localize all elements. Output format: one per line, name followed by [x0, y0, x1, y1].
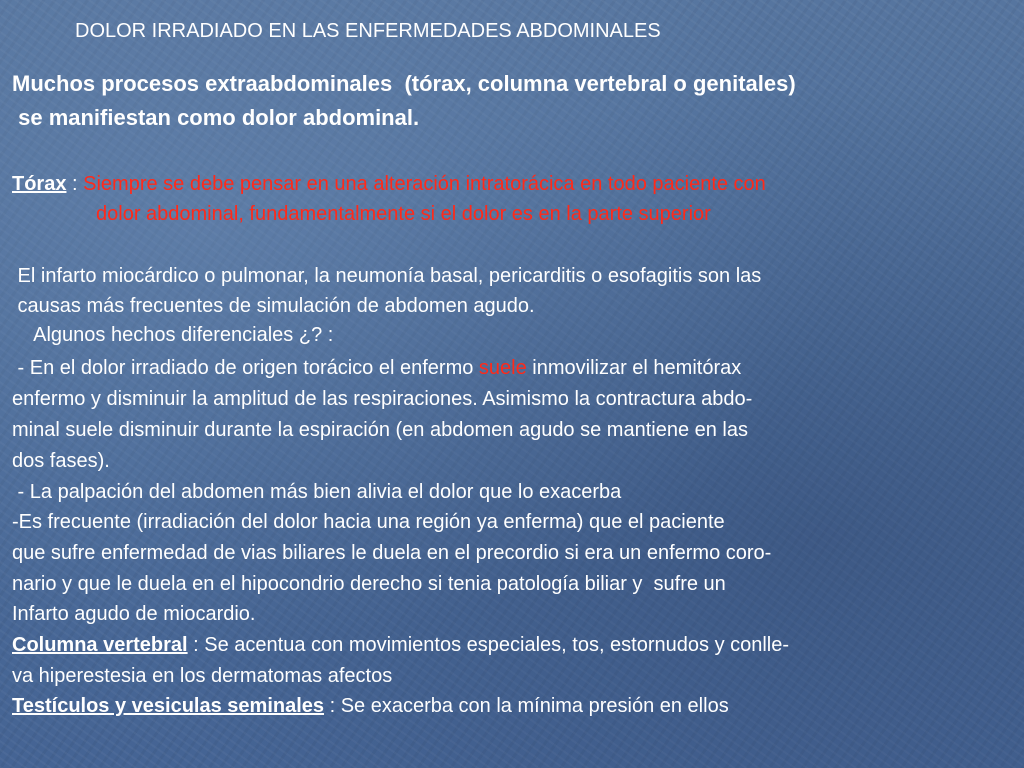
torax-text-2: dolor abdominal, fundamentalmente si el dolor es en la parte superior	[96, 203, 711, 225]
lead-line-2: se manifiestan como dolor abdominal.	[12, 105, 420, 130]
torax-line-1	[12, 172, 766, 196]
columna-text-2: va hiperestesia en los dermatomas afectos	[12, 665, 393, 687]
testiculos-label: Testículos y vesiculas seminales	[12, 695, 325, 717]
torax-separator: :	[66, 173, 84, 195]
body-line-8: - La palpación del abdomen más bien alivia el dolor que lo exacerba	[12, 481, 622, 503]
body-line-5: enfermo y disminuir la amplitud de las respiraciones. Asimismo la contractura abdo-	[12, 388, 753, 410]
body-line-10: que sufre enfermedad de vias biliares le duela en el precordio si era un enfermo coro-	[12, 542, 772, 564]
torax-text-1: Siempre se debe pensar en una alteración intratorácica en todo paciente con	[83, 173, 766, 195]
columna-text-1: : Se acentua con movimientos especiales, tos, estornudos y conlle-	[187, 634, 790, 656]
testiculos-text: : Se exacerba con la mínima presión en ellos	[324, 695, 729, 717]
body-line-3: Algunos hechos diferenciales ¿? :	[12, 324, 334, 346]
body-line-1: El infarto miocárdico o pulmonar, la neumonía basal, pericarditis o esofagitis son las	[12, 265, 762, 287]
columna-label: Columna vertebral	[12, 634, 188, 656]
torax-label: Tórax	[12, 173, 67, 195]
testiculos-line	[12, 694, 729, 718]
slide-title: DOLOR IRRADIADO EN LAS ENFERMEDADES ABDOMINALES	[75, 20, 661, 42]
body-line-11: nario y que le duela en el hipocondrio derecho si tenia patología biliar y sufre un	[12, 573, 726, 595]
body-line-12: Infarto agudo de miocardio.	[12, 603, 256, 625]
body-line-4-end: inmovilizar el hemitórax	[526, 357, 742, 379]
body-line-2: causas más frecuentes de simulación de abdomen agudo.	[12, 295, 535, 317]
body-line-9: -Es frecuente (irradiación del dolor hacia una región ya enferma) que el paciente	[12, 511, 725, 533]
body-line-7: dos fases).	[12, 450, 110, 472]
body-line-4-start: - En el dolor irradiado de origen torácico el enfermo	[12, 357, 479, 379]
suele-highlight: suele	[478, 357, 527, 379]
lead-line-1: Muchos procesos extraabdominales (tórax, columna vertebral o genitales)	[12, 71, 796, 96]
columna-line-1	[12, 633, 789, 657]
lead-statement	[12, 67, 796, 135]
body-line-6: minal suele disminuir durante la espiración (en abdomen agudo se mantiene en las	[12, 419, 748, 441]
body-line-4	[12, 356, 741, 380]
